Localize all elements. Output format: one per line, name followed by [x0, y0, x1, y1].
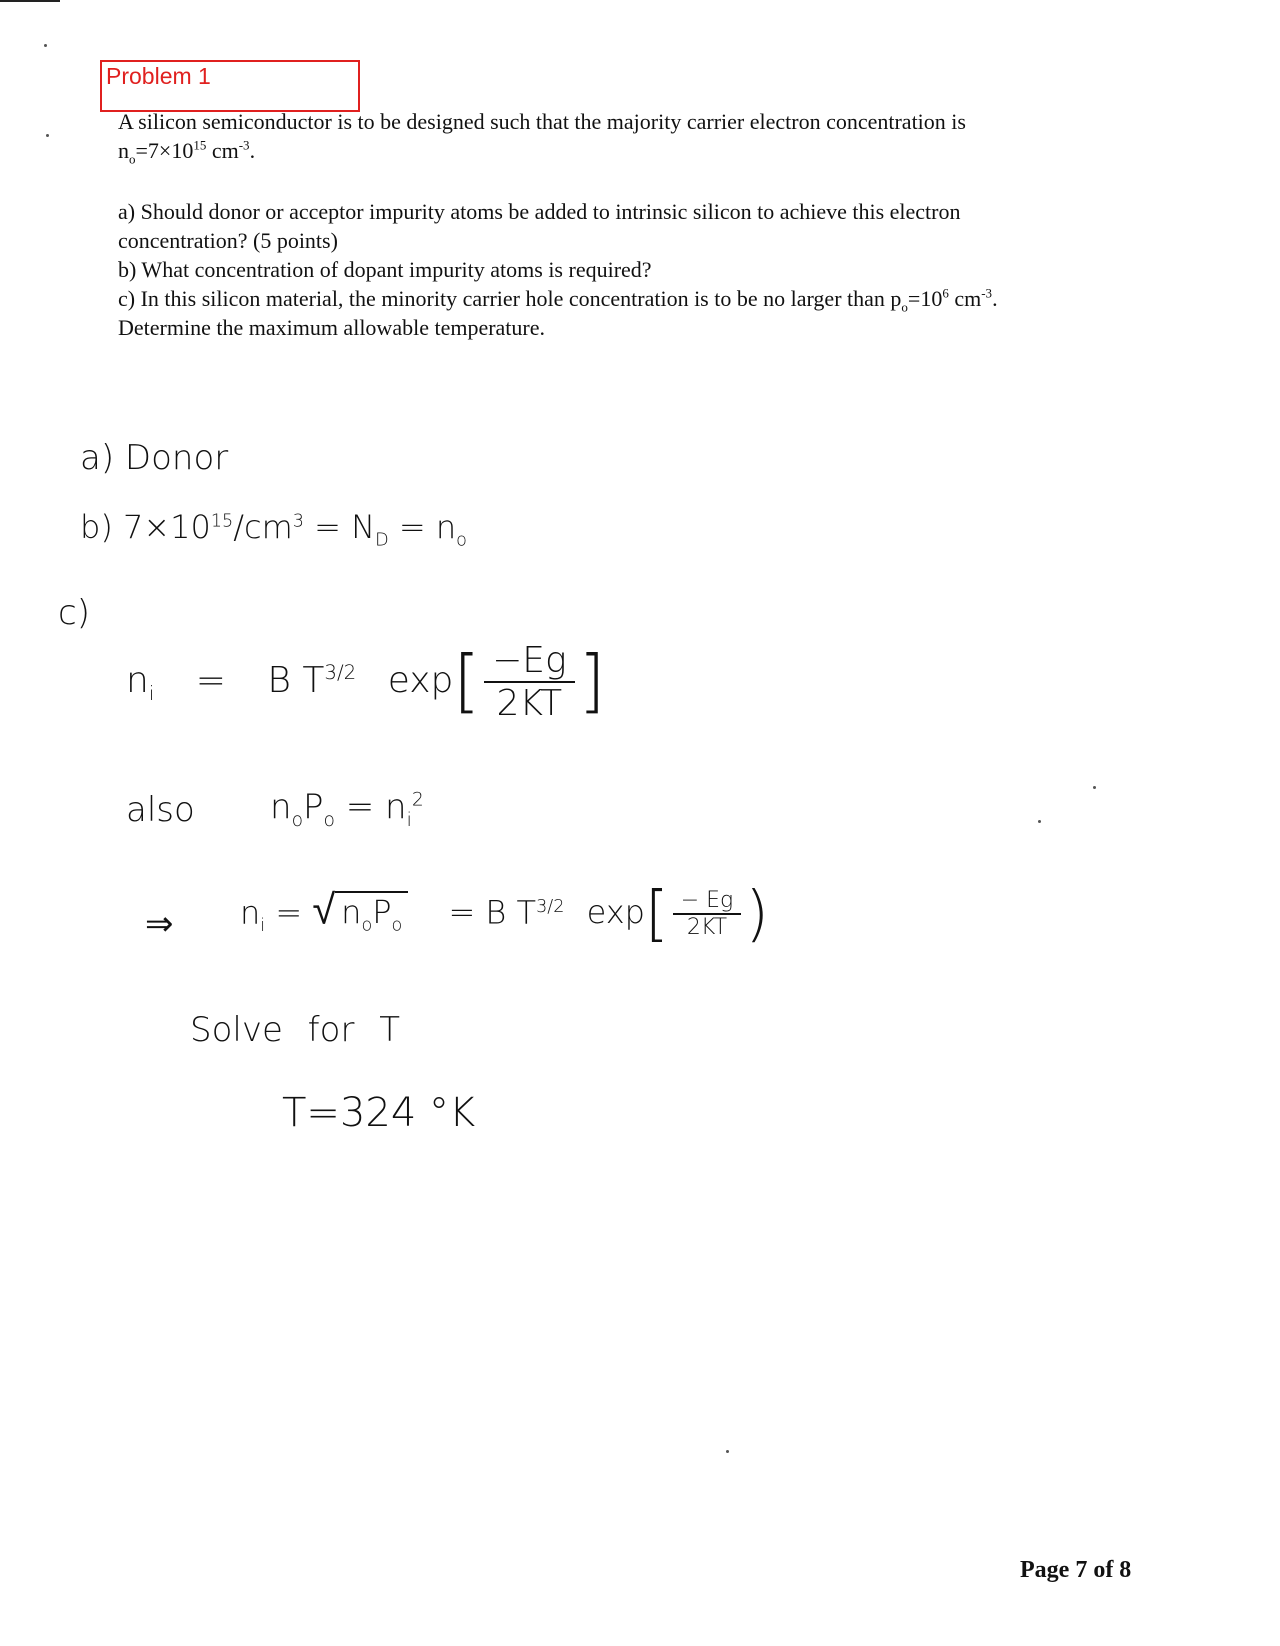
question-c-line-2: Determine the maximum allowable temperature. — [118, 315, 546, 340]
question-b: b) What concentration of dopant impurity atoms is required? — [118, 257, 652, 282]
equation-ni-sqrt: $n_i$ = √ $n_oP_o = B$ $T^{3/2}$ exp[ $\frac{- Eg}{2KT}$ ) — [240, 879, 769, 949]
sqrt-icon: √ — [312, 884, 336, 934]
final-answer: T=324 °K — [282, 1090, 476, 1136]
problem-questions — [118, 197, 1174, 342]
question-a-line-1: a) Should donor or acceptor impurity atoms be added to intrinsic silicon to achieve this electron — [118, 199, 961, 224]
answer-c-label: c) — [58, 593, 90, 633]
problem-intro — [118, 107, 1174, 165]
question-a-line-2: concentration? (5 points) — [118, 228, 338, 253]
scan-speck — [1038, 820, 1041, 823]
problem-label-box — [100, 60, 360, 112]
scan-speck — [1093, 786, 1096, 789]
right-bracket-icon: ] — [578, 641, 606, 721]
scan-speck — [726, 1450, 729, 1453]
right-paren-icon: ) — [745, 879, 769, 949]
answer-a: a) Donor — [80, 438, 229, 478]
left-bracket-icon: [ — [453, 641, 481, 721]
equation-ni-formula: $n_i = B$ $T^{3/2}$ exp[ $\frac{-Eg}{2KT}$ ] — [126, 640, 606, 724]
fraction: $\frac{- Eg}{2KT}$ — [673, 888, 742, 940]
left-bracket-icon: [ — [644, 879, 669, 949]
also-label: also — [126, 790, 195, 830]
fraction: $\frac{-Eg}{2KT}$ — [484, 640, 575, 724]
intro-line-2: $n_o=7\times 10^{15}$ $cm^{-3}$. — [118, 137, 256, 167]
scan-speck — [46, 134, 49, 137]
problem-label: Problem 1 — [106, 63, 211, 89]
implies-arrow-icon: ⇒ — [145, 904, 174, 944]
solve-for-t: Solve for T — [190, 1010, 401, 1050]
page-number: Page 7 of 8 — [1020, 1557, 1132, 1583]
answer-b: b) $7\times 10^{15}/cm^3 = N_D = n_o$ — [80, 508, 467, 551]
intro-line-1: A silicon semiconductor is to be designed such that the majority carrier electron concentration is — [118, 109, 966, 134]
scan-speck — [44, 44, 47, 47]
question-c-line-1: c) In this silicon material, the minority carrier hole concentration is to be no larger than $p_o=10^6$ $cm^{-3}$. — [118, 285, 998, 315]
equation-mass-action: $n_oP_o = n_i^2$ — [270, 787, 424, 831]
sqrt-argument: $n_oP_o$ — [335, 891, 408, 935]
scan-corner-mark — [0, 0, 60, 2]
